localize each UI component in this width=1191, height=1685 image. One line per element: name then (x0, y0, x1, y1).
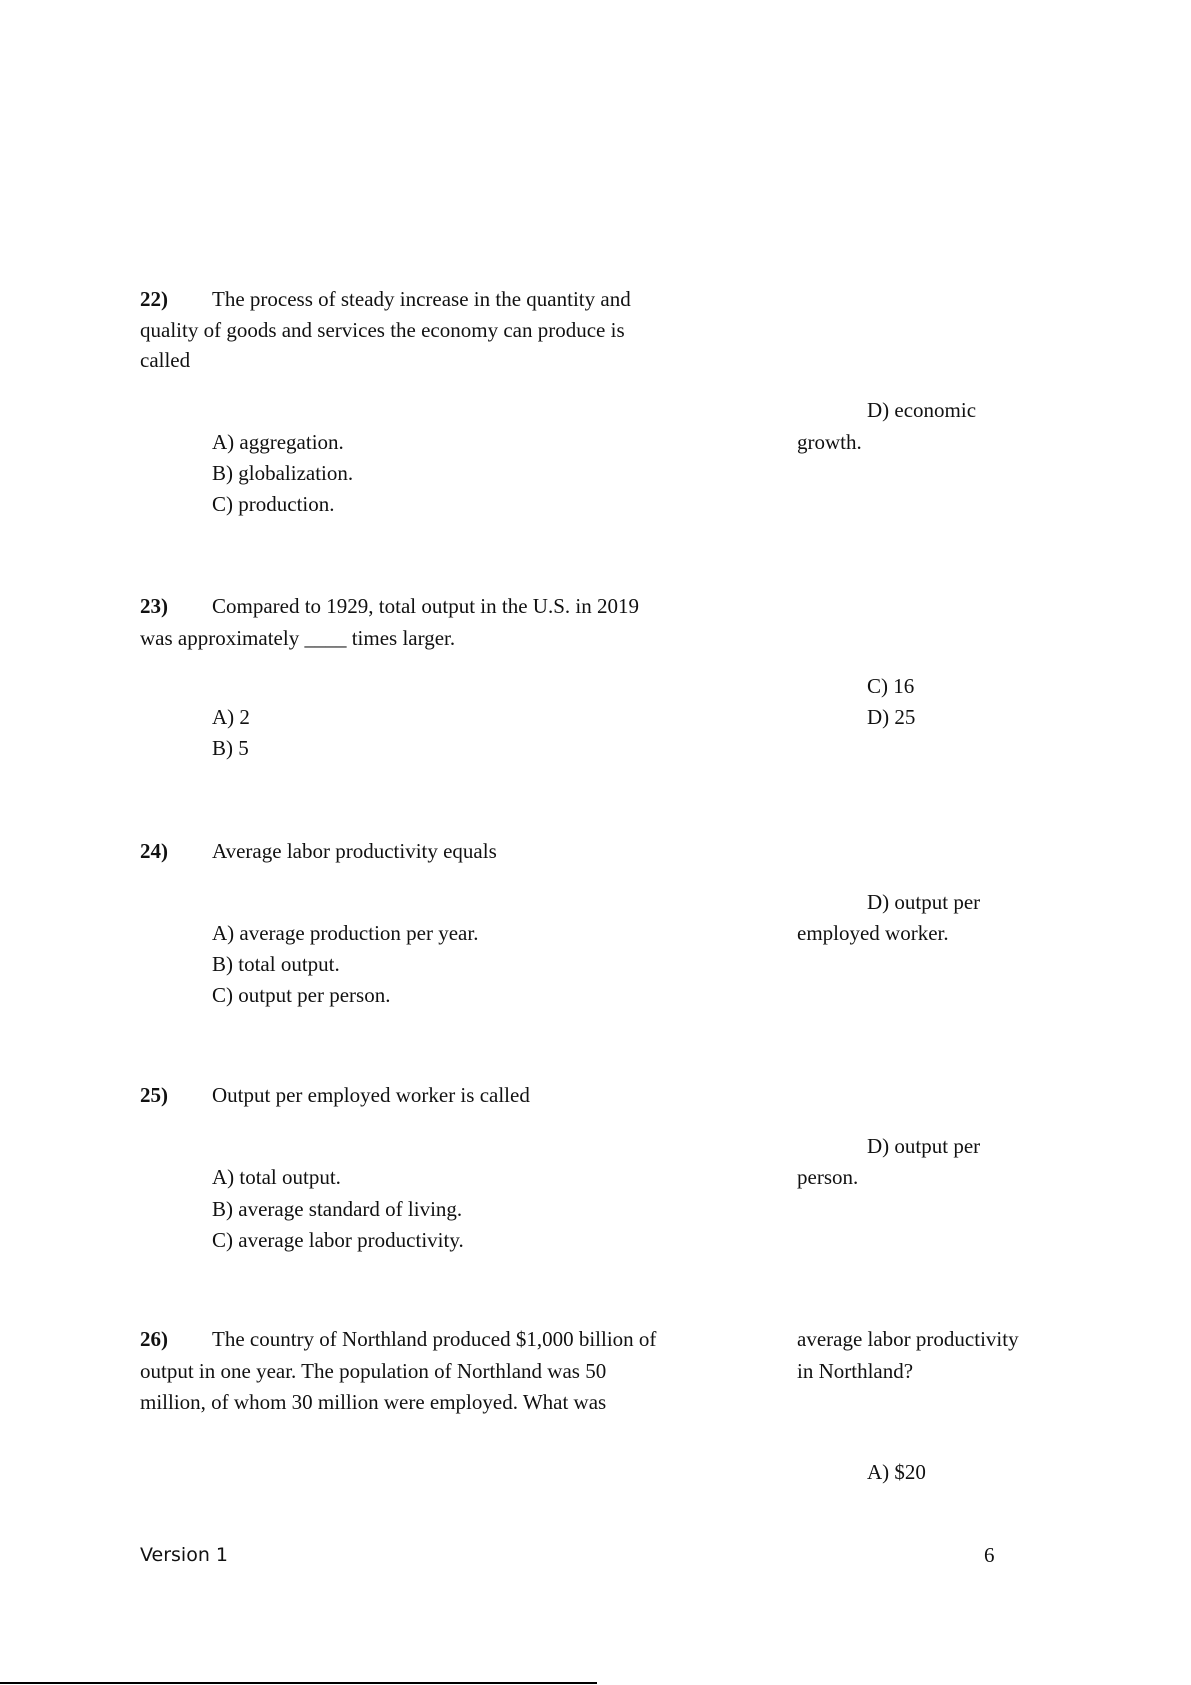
option-c: C) average labor productivity. (212, 1228, 464, 1252)
option-c: C) output per person. (212, 983, 391, 1007)
question-stem: Average labor productivity equals (212, 839, 497, 863)
question-stem: The country of Northland produced $1,000 billion of (212, 1327, 657, 1351)
option-d: employed worker. (797, 921, 949, 945)
question-stem: output in one year. The population of Northland was 50 (140, 1359, 607, 1383)
option-d: D) output per (867, 890, 981, 914)
question-stem: average labor productivity (797, 1327, 1019, 1351)
option-b: B) total output. (212, 952, 340, 976)
option-a: A) $20 (867, 1460, 926, 1484)
option-a: A) total output. (212, 1165, 341, 1189)
question-stem: million, of whom 30 million were employed. What was (140, 1390, 607, 1414)
question-stem: called (140, 348, 191, 372)
question-number: 26) (140, 1327, 168, 1351)
question-stem: Compared to 1929, total output in the U.S. in 2019 (212, 594, 639, 618)
question-number: 25) (140, 1083, 168, 1107)
question-number: 23) (140, 594, 168, 618)
option-c: C) production. (212, 492, 335, 516)
question-stem: Output per employed worker is called (212, 1083, 530, 1107)
question-stem: in Northland? (797, 1359, 914, 1383)
option-d: growth. (797, 430, 862, 454)
option-d: D) output per (867, 1134, 981, 1158)
option-b: B) globalization. (212, 461, 354, 485)
question-stem: The process of steady increase in the quantity and (212, 287, 631, 311)
option-c: C) 16 (867, 674, 915, 698)
footer-version: Version 1 (140, 1544, 228, 1566)
option-a: A) aggregation. (212, 430, 344, 454)
page-number: 6 (984, 1543, 995, 1567)
option-d: D) economic (867, 398, 977, 422)
question-stem: was approximately ____ times larger. (140, 626, 456, 650)
option-b: B) average standard of living. (212, 1197, 463, 1221)
question-number: 24) (140, 839, 168, 863)
page-divider (0, 1682, 597, 1684)
option-a: A) average production per year. (212, 921, 479, 945)
question-number: 22) (140, 287, 168, 311)
option-d: D) 25 (867, 705, 916, 729)
question-stem: quality of goods and services the economy can produce is (140, 318, 625, 342)
option-a: A) 2 (212, 705, 250, 729)
option-b: B) 5 (212, 736, 249, 760)
option-d: person. (797, 1165, 859, 1189)
